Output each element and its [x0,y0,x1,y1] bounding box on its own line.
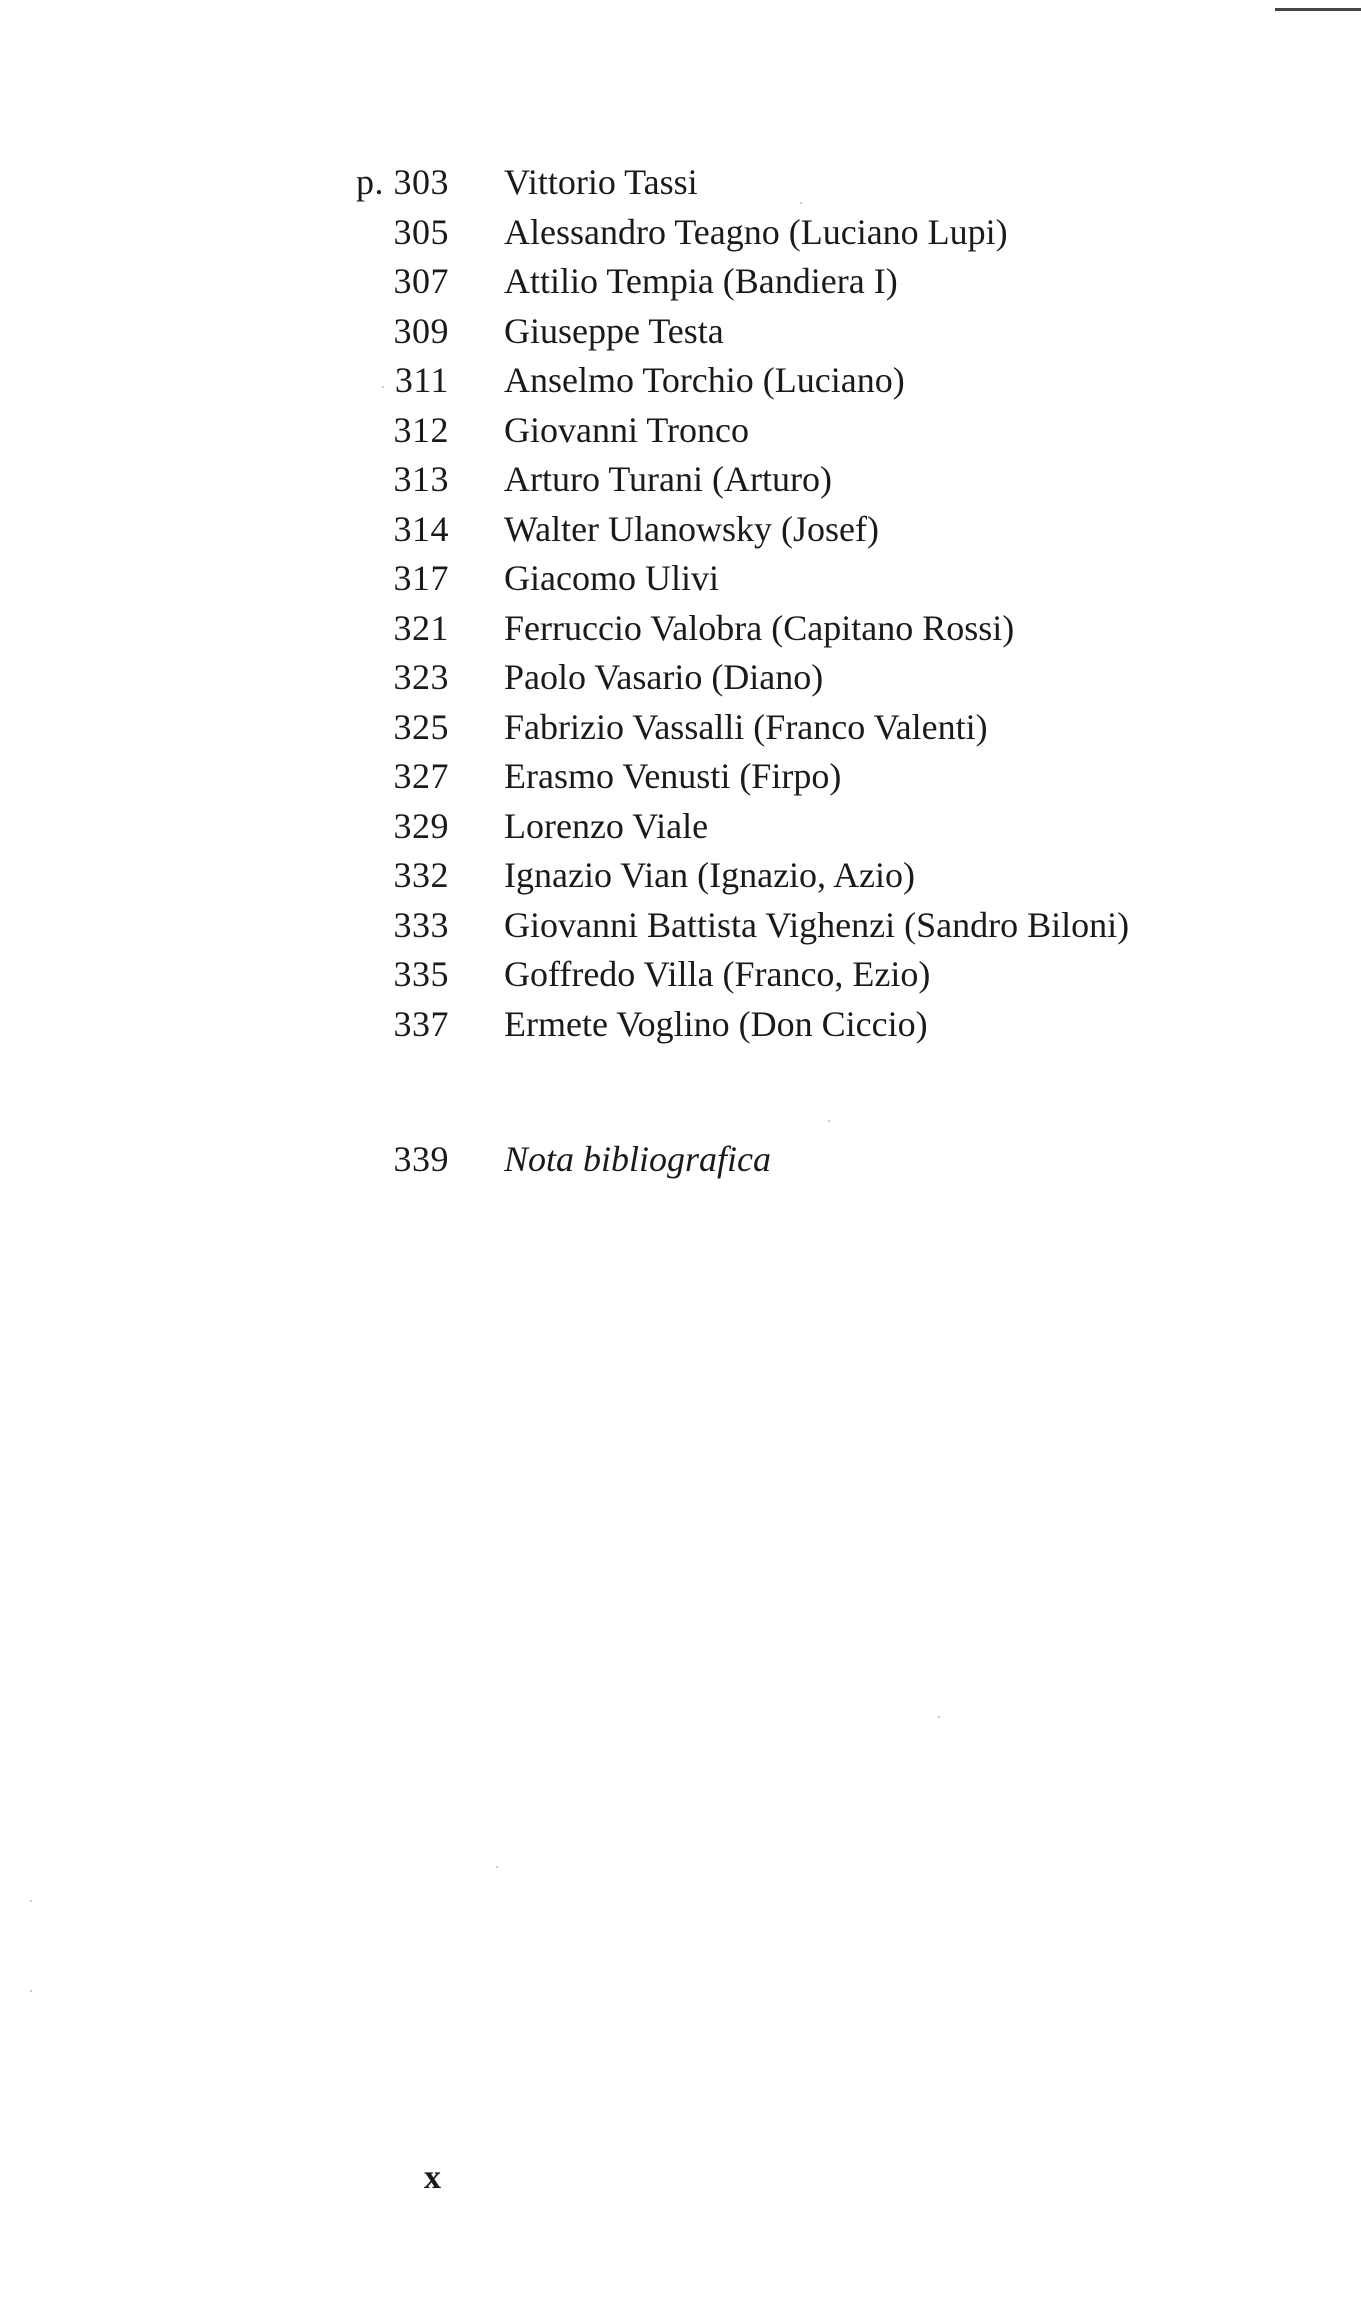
toc-entry-name: Erasmo Venusti (Firpo) [504,756,842,796]
toc-page-number: 323 [393,657,449,697]
toc-entry-name: Ferruccio Valobra (Capitano Rossi) [504,607,1015,648]
scan-speck [382,386,384,388]
toc-entry [0,408,1361,458]
toc-entry-name: Nota bibliografica [504,1139,772,1179]
toc-page-number: 329 [393,805,449,846]
toc-page-number: 313 [393,459,449,499]
toc-entry [0,210,1361,260]
toc-entry [0,804,1361,854]
toc-entry [0,903,1361,953]
toc-entry-name: Fabrizio Vassalli (Franco Valenti) [504,706,988,747]
toc-page-number: 317 [393,558,449,598]
scan-speck [30,1990,32,1992]
toc-entry-name: Attilio Tempia (Bandiera I) [504,261,898,301]
toc-entry [0,160,1361,210]
toc-page-number: 339 [393,1139,449,1179]
toc-entry-bibliography [0,1137,1361,1187]
scan-speck [828,1120,830,1122]
toc-entry [0,507,1361,557]
table-of-contents [0,160,1361,1187]
toc-entry [0,655,1361,705]
toc-entry [0,1002,1361,1052]
toc-page-number: 325 [393,706,449,747]
toc-entry-name: Vittorio Tassi [504,162,698,202]
toc-entry [0,754,1361,804]
toc-entry [0,952,1361,1002]
toc-entry-name: Ignazio Vian (Ignazio, Azio) [504,855,916,895]
toc-page-number: p. 303 [356,162,449,202]
toc-page-number: 305 [393,211,449,252]
toc-page-number: 337 [393,1003,449,1044]
toc-entry [0,358,1361,408]
toc-entry-name: Walter Ulanowsky (Josef) [504,508,879,549]
toc-entry-name: Ermete Voglino (Don Ciccio) [504,1003,928,1044]
toc-entry-name: Arturo Turani (Arturo) [504,459,832,499]
toc-entry-name: Giovanni Tronco [504,409,750,450]
toc-entry-name: Giovanni Battista Vighenzi (Sandro Biloni) [504,904,1130,945]
toc-entry [0,606,1361,656]
toc-page-number: 335 [393,954,449,994]
toc-page-number: 312 [393,409,449,450]
toc-entry [0,853,1361,903]
scan-speck [938,1716,940,1718]
toc-page-number: 333 [393,904,449,945]
toc-page-number: 309 [393,310,449,351]
toc-entry-name: Giacomo Ulivi [504,558,719,598]
toc-page-number: 321 [393,607,449,648]
toc-entry [0,259,1361,309]
page-folio: x [424,2159,441,2196]
toc-entry [0,556,1361,606]
scan-speck [496,1866,498,1868]
toc-entry-name: Anselmo Torchio (Luciano) [504,360,905,400]
toc-page-number: 307 [393,261,449,301]
toc-entry [0,705,1361,755]
toc-entry-name: Lorenzo Viale [504,805,709,846]
toc-entry-name: Alessandro Teagno (Luciano Lupi) [504,211,1008,252]
toc-page-number: 327 [393,756,449,796]
toc-page-number: 332 [393,855,449,895]
scan-speck [800,202,802,204]
toc-entry [0,309,1361,359]
toc-page-number: 311 [394,360,449,400]
scan-speck [30,1900,32,1902]
top-edge-rule [1275,8,1361,11]
toc-page-number: 314 [393,508,449,549]
toc-entry-name: Paolo Vasario (Diano) [504,657,824,697]
toc-entry-name: Goffredo Villa (Franco, Ezio) [504,954,931,994]
toc-entry-name: Giuseppe Testa [504,310,724,351]
toc-entry [0,457,1361,507]
